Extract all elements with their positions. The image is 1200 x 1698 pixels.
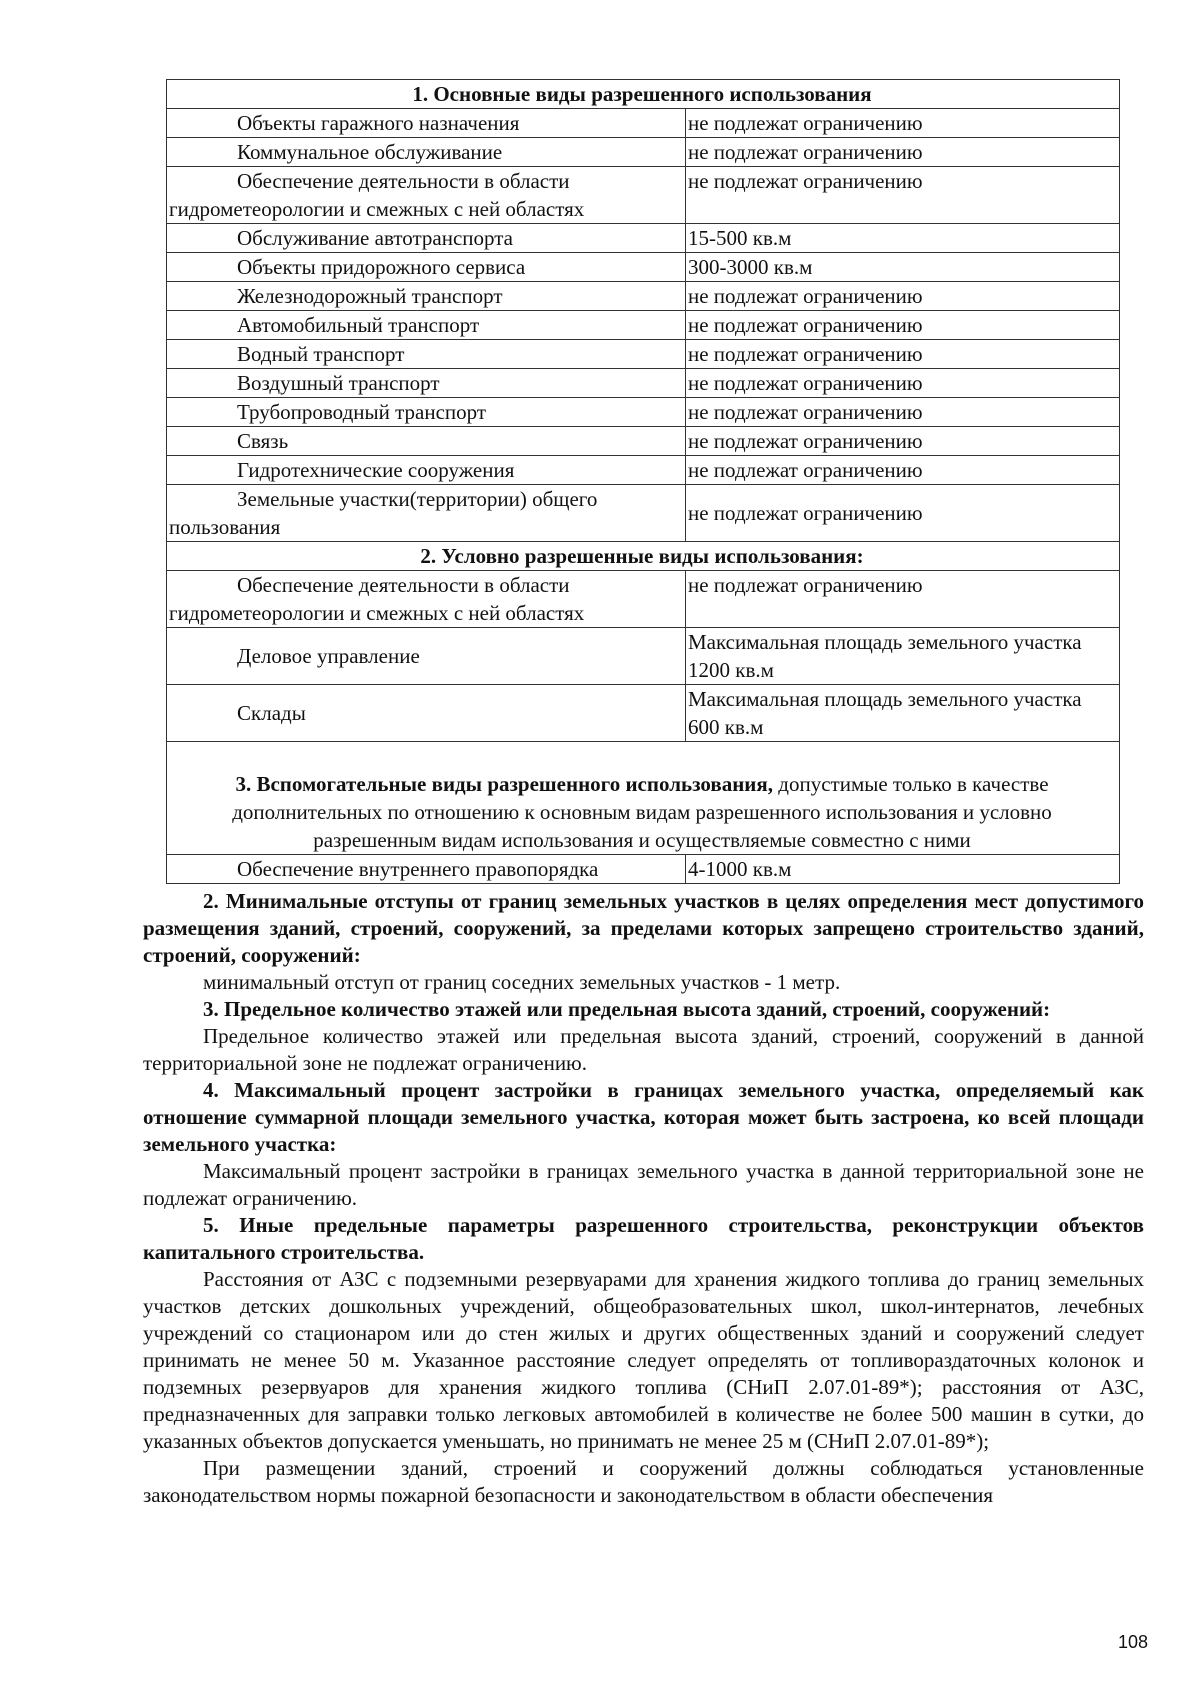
section-3-title-row [167, 742, 1120, 855]
section-2-text: минимальный отступ от границ соседних земельных участков - 1 метр. [203, 970, 841, 994]
use-limit-cell: не подлежат ограничению [686, 340, 1120, 369]
use-name: Обеспечение внутреннего правопорядка [237, 857, 599, 881]
use-name-cell [167, 427, 686, 456]
use-limit-cell: не подлежат ограничению [686, 571, 1120, 628]
section-2-title: 2. Условно разрешенные виды использования: [167, 542, 1120, 571]
use-name: Земельные участки(территории) общего [237, 487, 598, 511]
use-name-cell [167, 109, 686, 138]
use-limit-cell: не подлежат ограничению [686, 167, 1120, 224]
table-row [167, 855, 1120, 884]
regulations-text [143, 888, 1144, 1509]
table-row [167, 398, 1120, 427]
use-limit-cell: не подлежат ограничению [686, 485, 1120, 542]
use-name-cell [167, 138, 686, 167]
use-limit-cell: Максимальная площадь земельного участка 600 кв.м [686, 685, 1120, 742]
use-limit-cell: не подлежат ограничению [686, 311, 1120, 340]
table-row [167, 167, 1120, 224]
table-row [167, 282, 1120, 311]
use-limit-cell: не подлежат ограничению [686, 138, 1120, 167]
section-2-title-row [167, 542, 1120, 571]
table-row [167, 109, 1120, 138]
use-name: Водный транспорт [237, 342, 405, 366]
use-name-cell [167, 282, 686, 311]
table-row [167, 340, 1120, 369]
use-name: Обеспечение деятельности в области [237, 573, 570, 597]
table-row [167, 427, 1120, 456]
use-name: Объекты придорожного сервиса [237, 255, 526, 279]
use-limit-cell: не подлежат ограничению [686, 456, 1120, 485]
use-limit-cell: не подлежат ограничению [686, 369, 1120, 398]
section-1-title-row [167, 80, 1120, 109]
permitted-uses-table [166, 79, 1120, 884]
use-limit-cell: 300-3000 кв.м [686, 253, 1120, 282]
section-4-heading: 4. Максимальный процент застройки в границах земельного участка, определяемый как отношение суммарной площади земельного участка, которая может быть застроена, ко всей площади земельного участка: [143, 1078, 1144, 1156]
section-3-text: Предельное количество этажей или предельная высота зданий, строений, сооружений в данной территориальной зоне не подлежат ограничению. [143, 1024, 1144, 1075]
use-name-continued: гидрометеорологии и смежных с ней областях [169, 197, 585, 221]
use-name-cell [167, 456, 686, 485]
section-1-title: 1. Основные виды разрешенного использования [167, 80, 1120, 109]
table-row [167, 311, 1120, 340]
use-limit-cell: не подлежат ограничению [686, 282, 1120, 311]
use-limit-cell: не подлежат ограничению [686, 427, 1120, 456]
use-name-cell [167, 685, 686, 742]
use-name-continued: гидрометеорологии и смежных с ней областях [169, 601, 585, 625]
use-name-cell [167, 628, 686, 685]
table-row [167, 571, 1120, 628]
use-name: Воздушный транспорт [237, 371, 440, 395]
use-limit-cell: не подлежат ограничению [686, 398, 1120, 427]
table-row [167, 224, 1120, 253]
use-limit-cell: не подлежат ограничению [686, 109, 1120, 138]
permitted-uses-table-body [167, 80, 1120, 884]
use-name: Склады [237, 701, 306, 725]
use-name: Обслуживание автотранспорта [237, 226, 513, 250]
section-5-text-1: Расстояния от АЗС с подземными резервуарами для хранения жидкого топлива до границ земельных участков детских дошкольных учреждений, общеобразовательных школ, школ-интернатов, лечебных учреждений со стационаром или до стен жилых и других общественных зданий и сооружений следует принимать не менее 50 м. Указанное расстояние следует определять от топливораздаточных колонок и подземных резервуаров для хранения жидкого топлива (СНиП 2.07.01-89*); расстояния от АЗС, предназначенных для заправки только легковых автомобилей в количестве не более 500 машин в сутки, до указанных объектов допускается уменьшать, но принимать не менее 25 м (СНиП 2.07.01-89*); [143, 1267, 1144, 1453]
use-name: Связь [237, 429, 289, 453]
use-name: Гидротехнические сооружения [237, 458, 515, 482]
use-name-continued: пользования [169, 515, 281, 539]
use-name: Трубопроводный транспорт [237, 400, 487, 424]
table-row [167, 685, 1120, 742]
use-name-cell [167, 167, 686, 224]
table-row [167, 138, 1120, 167]
use-name-cell [167, 398, 686, 427]
table-row [167, 456, 1120, 485]
use-name: Деловое управление [237, 644, 420, 668]
use-name-cell [167, 253, 686, 282]
use-name: Коммунальное обслуживание [237, 140, 503, 164]
use-name-cell [167, 485, 686, 542]
use-name: Обеспечение деятельности в области [237, 169, 570, 193]
section-3-title-bold: 3. Вспомогательные виды разрешенного использования, [235, 772, 774, 796]
table-row [167, 369, 1120, 398]
table-row [167, 485, 1120, 542]
use-limit-cell: Максимальная площадь земельного участка 1200 кв.м [686, 628, 1120, 685]
table-row [167, 253, 1120, 282]
section-2-heading: 2. Минимальные отступы от границ земельных участков в целях определения мест допустимого размещения зданий, строений, сооружений, за пределами которых запрещено строительство зданий, строений, сооружений: [143, 889, 1144, 967]
section-4-text: Максимальный процент застройки в границах земельного участка в данной территориальной зоне не подлежат ограничению. [143, 1159, 1144, 1210]
section-3-title-rest: допустимые только в качестве дополнительных по отношению к основным видам разрешенного использования и условно разрешенным видам использования и осуществляемые совместно с ними [232, 772, 1052, 852]
use-name: Объекты гаражного назначения [237, 111, 520, 135]
use-name-cell [167, 369, 686, 398]
table-row [167, 628, 1120, 685]
section-3-title [167, 742, 1120, 855]
use-limit-cell: 4-1000 кв.м [686, 855, 1120, 884]
page-number: 108 [1118, 1632, 1149, 1652]
use-limit-cell: 15-500 кв.м [686, 224, 1120, 253]
use-name: Железнодорожный транспорт [237, 284, 503, 308]
use-name-cell [167, 855, 686, 884]
use-name-cell [167, 224, 686, 253]
section-5-heading: 5. Иные предельные параметры разрешенного строительства, реконструкции объектов капитального строительства. [143, 1213, 1144, 1264]
use-name-cell [167, 571, 686, 628]
section-5-text-2: При размещении зданий, строений и сооружений должны соблюдаться установленные законодательством нормы пожарной безопасности и законодательством в области обеспечения [143, 1456, 1144, 1507]
section-3-heading: 3. Предельное количество этажей или предельная высота зданий, строений, сооружений: [203, 997, 1051, 1021]
use-name: Автомобильный транспорт [237, 313, 480, 337]
use-name-cell [167, 340, 686, 369]
use-name-cell [167, 311, 686, 340]
